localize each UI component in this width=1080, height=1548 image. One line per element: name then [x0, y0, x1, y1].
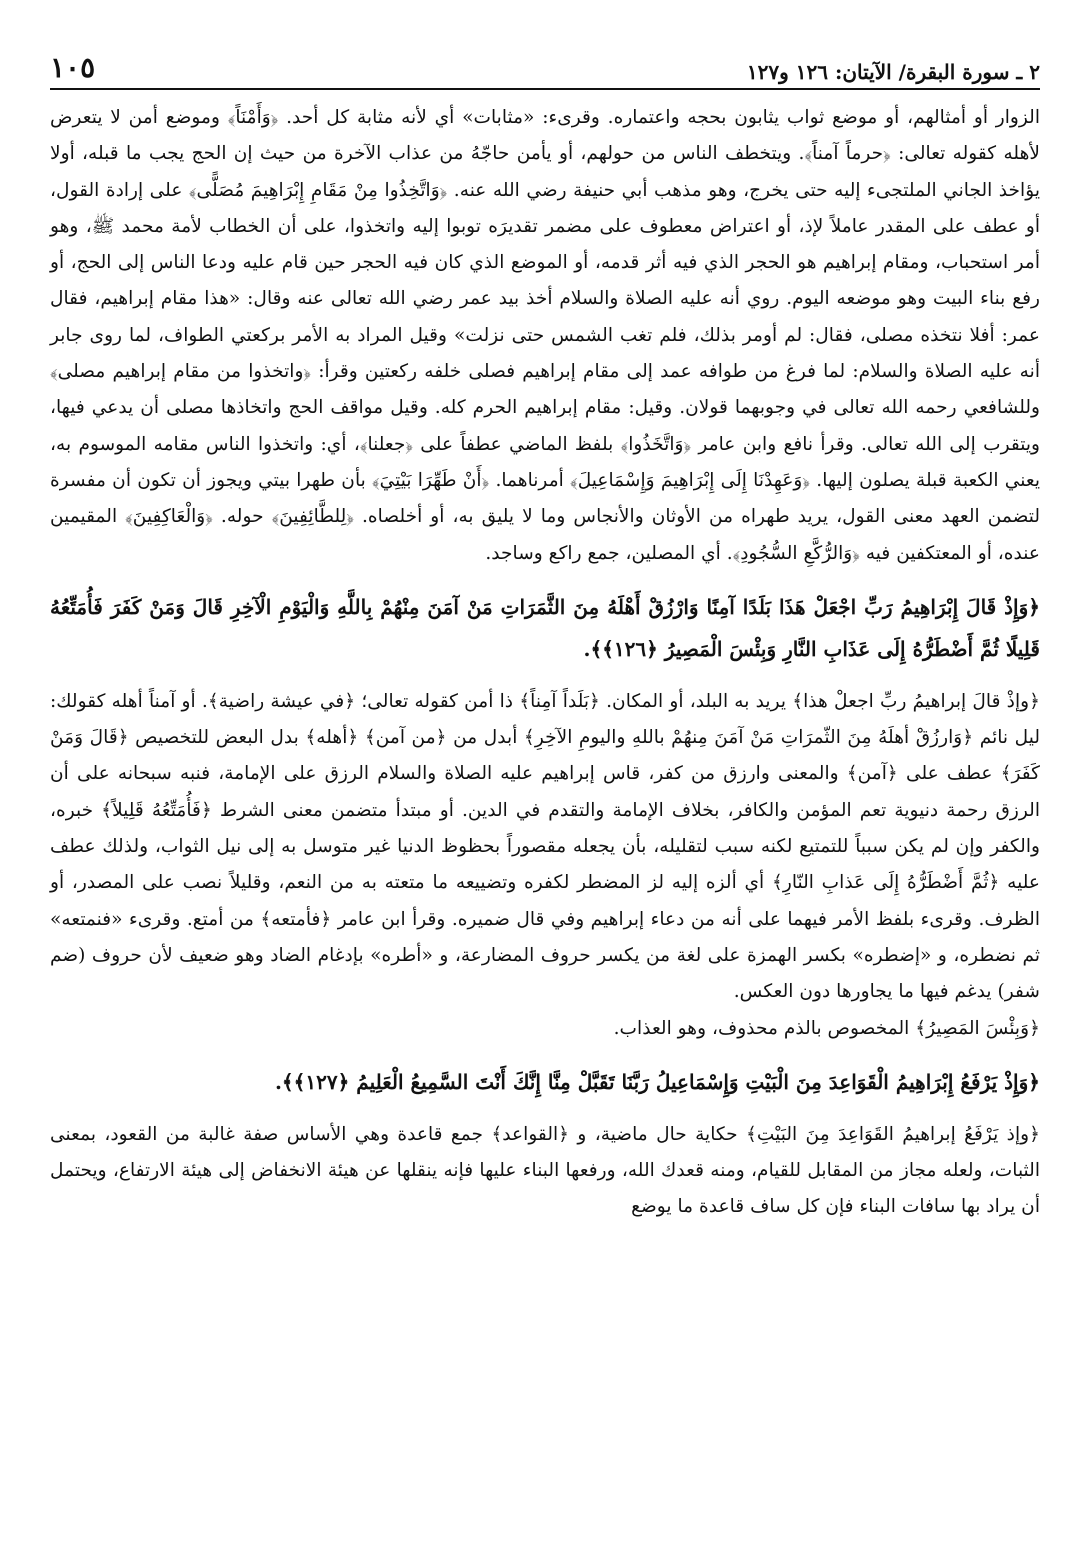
commentary-paragraph: ﴿وإذْ قالَ إبراهيمُ ربِّ اجعلْ هذا﴾ يريد به البلد، أو المكان. ﴿بَلَداً آمِناً﴾ ذا أمن كقوله تعالى؛ ﴿في عيشة راضية﴾. أو آمناً أهله كقولك: ليل نائم ﴿وَارزُقْ أهلَهُ مِنَ الثّمرَاتِ مَنْ آمَنَ مِنهُمْ باللهِ واليومِ الآخِرِ﴾ أبدل من ﴿من آمن﴾ ﴿أهله﴾ بدل البعض للتخصيص ﴿قَالَ وَمَنْ كَفَرَ﴾ عطف على ﴿آمن﴾ والمعنى وارزق من كفر، قاس إبراهيم عليه الصلاة والسلام الرزق على الإمامة، فنبه سبحانه على أن الرزق رحمة دنيوية تعم المؤمن والكافر، بخلاف الإمامة والتقدم في الدين. أو مبتدأ متضمن معنى الشرط ﴿فَأُمَتِّعُهُ قَلِيلاً﴾ خبره، والكفر وإن لم يكن سبباً للتمتيع لكنه سبب لتقليله، بأن يجعله مقصوراً بحظوظ الدنيا غير متوسل به إلى نيل الثواب، ولذلك عطف عليه ﴿ثُمَّ أَضْطَرُّهُ إِلَى عَذابِ النّارِ﴾ أي ألزه إليه لز المضطر لكفره وتضييعه ما متعته به من النعم، وقليلاً نصب على المصدر، أو الظرف. وقرىء بلفظ الأمر فيهما على أنه من دعاء إبراهيم وفي قال ضميره. وقرأ ابن عامر ﴿فأمتعه﴾ من أمتع. وقرىء «فنمتعه» ثم نضطره، و «إضطره» بكسر الهمزة على لغة من يكسر حروف المضارعة، و «أطره» بإدغام الضاد وهو ضعيف لأن حروف (ضم شفر) يدغم فيها ما يجاورها دون العكس.: [50, 690, 1040, 1003]
running-title: ٢ ـ سورة البقرة/ الآيتان: ١٢٦ و١٢٧: [746, 60, 1040, 84]
quran-verse-127: ﴿وَإِذْ يَرْفَعُ إِبْرَاهِيمُ الْقَوَاعِدَ مِنَ الْبَيْتِ وَإِسْمَاعِيلُ رَبَّنَا تَقَبَّلْ مِنَّا إِنَّكَ أَنْتَ السَّمِيعُ الْعَلِيمُ ﴿١٢٧﴾﴾.: [274, 1069, 1040, 1094]
commentary-paragraph: ﴿وَبِئْسَ المَصِيرُ﴾ المخصوص بالذم محذوف، وهو العذاب.: [613, 1017, 1040, 1039]
commentary-paragraph: الزوار أو أمثالهم، أو موضع ثواب يثابون بحجه واعتماره. وقرىء: «مثابات» أي لأنه مثابة كل أحد. ﴿وَأَمْنَاً﴾ وموضع أمن لا يتعرض لأهله كقوله تعالى: ﴿حرماً آمناً﴾. ويتخطف الناس من حولهم، أو يأمن حاجّهُ من عذاب الآخرة من حيث إن الحج يجب ما قبله، أولا يؤاخذ الجاني الملتجىء إليه حتى يخرج، وهو مذهب أبي حنيفة رضي الله عنه. ﴿وَاتَّخِذُوا مِنْ مَقَامِ إِبْرَاهِيمَ مُصَلًّى﴾ على إرادة القول، أو عطف على المقدر عاملاً لإذ، أو اعتراض معطوف على مضمر تقديرَه توبوا إليه واتخذوا، على أن الخطاب لأمة محمد ﷺ، وهو أمر استحباب، ومقام إبراهيم هو الحجر الذي فيه أثر قدمه، أو الموضع الذي كان فيه الحجر حين قام عليه ودعا الناس إلى الحج، أو رفع بناء البيت وهو موضعه اليوم. روي أنه عليه الصلاة والسلام أخذ بيد عمر رضي الله تعالى عنه وقال: «هذا مقام إبراهيم، فقال عمر: أفلا نتخذه مصلى، فقال: لم أومر بذلك، فلم تغب الشمس حتى نزلت» وقيل المراد به الأمر بركعتي الطواف، لما روى جابر أنه عليه الصلاة والسلام: لما فرغ من طوافه عمد إلى مقام إبراهيم فصلى خلفه ركعتين وقرأ: ﴿واتخذوا من مقام إبراهيم مصلى﴾ وللشافعي رحمه الله تعالى في وجوبهما قولان. وقيل: مقام إبراهيم الحرم كله. وقيل مواقف الحج واتخاذها مصلى أن يدعي فيها، ويتقرب إلى الله تعالى. وقرأ نافع وابن عامر ﴿وَاتَّخَذُوا﴾ بلفظ الماضي عطفاً على ﴿جعلنا﴾، أي: واتخذوا الناس مقامه الموسوم به، يعني الكعبة قبلة يصلون إليها. ﴿وَعَهِدْنَا إِلَى إِبْرَاهِيمَ وَإِسْمَاعِيلَ﴾ أمرناهما. ﴿أَنْ طَهِّرَا بَيْتِيَ﴾ بأن طهرا بيتي ويجوز أن تكون أن مفسرة لتضمن العهد معنى القول، يريد طهراه من الأوثان والأنجاس وما لا يليق به، أو أخلصاه. ﴿لِلطَّائِفِينَ﴾ حوله. ﴿وَالْعَاكِفِينَ﴾ المقيمين عنده، أو المعتكفين فيه ﴿وَالرُّكَّعِ السُّجُودِ﴾. أي المصلين، جمع راكع وساجد.: [50, 107, 1040, 564]
page-body: [50, 100, 1040, 1226]
quran-verse-126: ﴿وَإِذْ قَالَ إِبْرَاهِيمُ رَبِّ اجْعَلْ هَذَا بَلَدًا آمِنًا وَارْزُقْ أَهْلَهُ مِنَ الثَّمَرَاتِ مَنْ آمَنَ مِنْهُمْ بِاللَّهِ وَالْيَوْمِ الْآخِرِ قَالَ وَمَنْ كَفَرَ فَأُمَتِّعُهُ قَلِيلًا ثُمَّ أَضْطَرُّهُ إِلَى عَذَابِ النَّارِ وَبِئْسَ الْمَصِيرُ ﴿١٢٦﴾﴾.: [50, 594, 1040, 661]
document-page: [50, 52, 1040, 1532]
commentary-paragraph: ﴿وإذ يَرْفَعُ إبراهيمُ القَوَاعِدَ مِنَ البَيْتِ﴾ حكاية حال ماضية، و ﴿القواعد﴾ جمع قاعدة وهي الأساس صفة غالبة من القعود، بمعنى الثبات، ولعله مجاز من المقابل للقيام، ومنه قعدك الله، ورفعها البناء عليها فإنه ينقلها عن هيئة الانخفاض إلى هيئة الارتفاع، ويحتمل أن يراد بها سافات البناء فإن كل ساف قاعدة ما يوضع: [50, 1123, 1040, 1218]
page-header: [50, 52, 1040, 90]
page-number: ١٠٥: [50, 51, 96, 84]
